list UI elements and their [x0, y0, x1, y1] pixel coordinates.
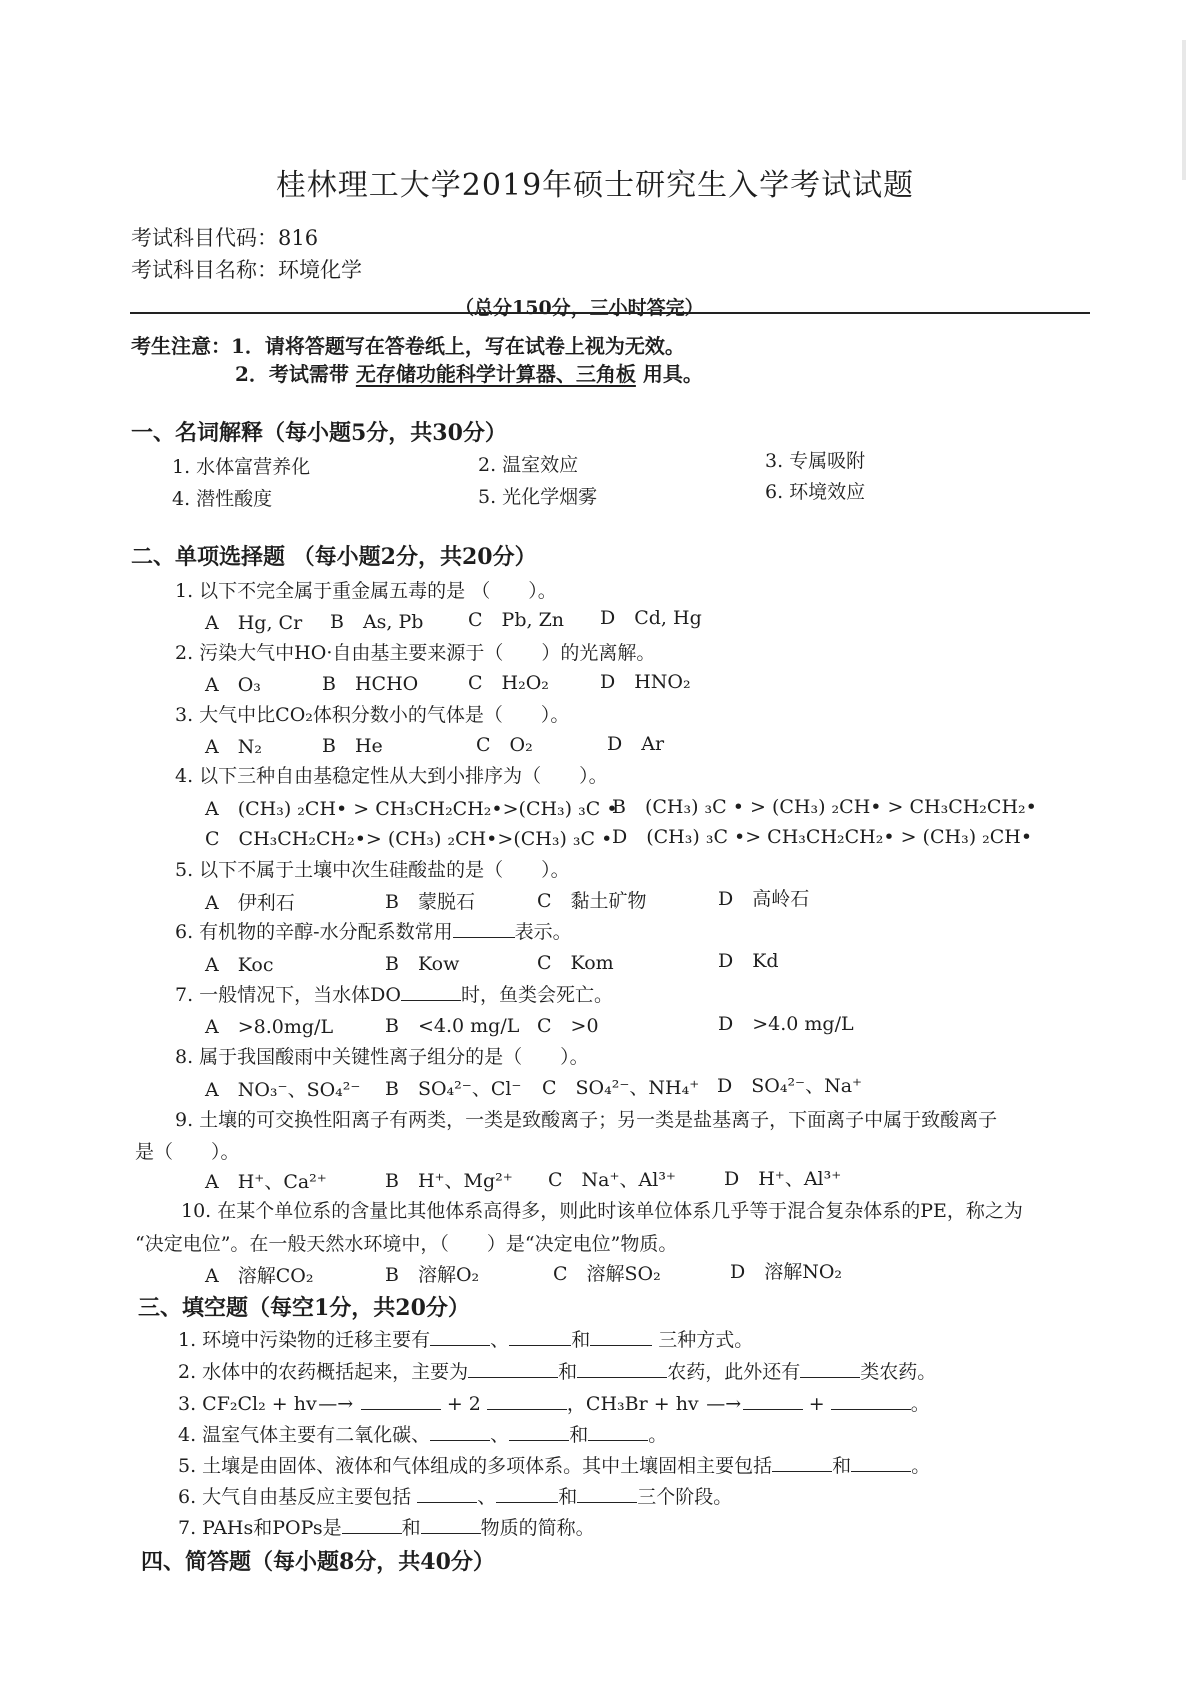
fill-4-blank-1[interactable] [430, 1424, 490, 1441]
fill-7-part3: 物质的简称。 [480, 1517, 595, 1539]
note-2-pre: 2．考试需带 [235, 362, 349, 386]
q7-option-a: A >8.0mg/L [205, 1016, 334, 1038]
q5-text: 5. 以下不属于土壤中次生硅酸盐的是（ ）。 [175, 859, 570, 881]
fill-5-blank-1[interactable] [772, 1455, 832, 1472]
note-label: 考生注意： [131, 334, 231, 358]
fill-7 [178, 1513, 595, 1540]
fill-4-part3: 和 [569, 1424, 589, 1446]
q10-option-d: D 溶解NO₂ [730, 1261, 843, 1283]
fill-6-part4: 三个阶段。 [637, 1486, 733, 1508]
fill-2-part2: 和 [558, 1361, 578, 1383]
section-4-heading: 四、简答题（每小题8分，共40分） [141, 1549, 495, 1575]
fill-1-blank-3[interactable] [590, 1329, 652, 1346]
note-2 [235, 358, 703, 387]
arrow-icon: —→ [318, 1393, 354, 1415]
q6-option-a: A Koc [205, 954, 274, 976]
q3-option-d: D Ar [607, 733, 665, 755]
fill-3-part2: + 2 [446, 1393, 481, 1415]
fill-3-part1: 3. CF₂Cl₂ + hv [178, 1393, 317, 1415]
fill-3-part5: 。 [910, 1393, 930, 1415]
fill-2-part1: 2. 水体中的农药概括起来，主要为 [178, 1361, 469, 1383]
q7-text-pre: 7. 一般情况下，当水体DO [175, 984, 401, 1006]
term-3: 3. 专属吸附 [765, 450, 866, 472]
q7-blank[interactable] [401, 984, 461, 1001]
q6-text-pre: 6. 有机物的辛醇-水分配系数常用 [175, 921, 453, 943]
q3-option-c: C O₂ [476, 734, 533, 756]
q8-option-b: B SO₄²⁻、Cl⁻ [385, 1078, 522, 1100]
q1-option-b: B As, Pb [330, 611, 424, 633]
fill-5-part1: 5. 土壤是由固体、液体和气体组成的多项体系。其中土壤固相主要包括 [178, 1455, 773, 1477]
q6-blank[interactable] [453, 921, 515, 938]
fill-3 [178, 1389, 930, 1416]
q2-option-d: D HNO₂ [600, 671, 691, 693]
subject-name-label: 考试科目名称： [131, 258, 278, 282]
fill-3-part4: + [808, 1393, 825, 1415]
fill-6-part1: 6. 大气自由基反应主要包括 [178, 1486, 412, 1508]
q2-option-c: C H₂O₂ [468, 672, 549, 694]
term-4: 4. 潜性酸度 [172, 488, 273, 510]
note-2-tools: 无存储功能科学计算器、三角板 [355, 362, 636, 386]
exam-title: 桂林理工大学2019年硕士研究生入学考试试题 [275, 168, 915, 203]
q10-option-a: A 溶解CO₂ [205, 1265, 314, 1287]
section-3-heading: 三、填空题（每空1分，共20分） [138, 1295, 470, 1321]
arrow-icon: —→ [706, 1393, 742, 1415]
q5-option-b: B 蒙脱石 [385, 891, 475, 913]
term-6: 6. 环境效应 [765, 481, 866, 503]
fill-5 [178, 1451, 930, 1478]
fill-3-blank-2[interactable] [487, 1393, 567, 1410]
fill-5-part3: 。 [911, 1455, 931, 1477]
fill-2-blank-1[interactable] [468, 1361, 558, 1378]
q4-option-d: D (CH₃) ₃C •> CH₃CH₂CH₂• > (CH₃) ₂CH• [612, 826, 1033, 848]
fill-6-part2: 、 [477, 1486, 497, 1508]
fill-4-part4: 。 [648, 1424, 668, 1446]
q6-option-c: C Kom [537, 952, 614, 974]
q9-option-a: A H⁺、Ca²⁺ [205, 1171, 327, 1193]
q2-text: 2. 污染大气中HO·自由基主要来源于（ ）的光离解。 [175, 642, 656, 664]
fill-3-blank-1[interactable] [361, 1393, 441, 1410]
q6-option-b: B Kow [385, 953, 460, 975]
fill-7-part2: 和 [401, 1517, 421, 1539]
subject-name-value: 环境化学 [278, 258, 362, 282]
note-1 [131, 330, 685, 359]
fill-6-blank-3[interactable] [577, 1486, 637, 1503]
q8-option-d: D SO₄²⁻、Na⁺ [717, 1075, 863, 1097]
fill-4-blank-2[interactable] [509, 1424, 569, 1441]
fill-1-blank-1[interactable] [430, 1329, 490, 1346]
q4-option-b: B (CH₃) ₃C • > (CH₃) ₂CH• > CH₃CH₂CH₂• [612, 796, 1037, 818]
fill-6-blank-2[interactable] [496, 1486, 558, 1503]
q8-option-c: C SO₄²⁻、NH₄⁺ [542, 1077, 700, 1099]
total-score: （总分150分，三小时答完） [455, 297, 704, 319]
term-5: 5. 光化学烟雾 [478, 486, 598, 508]
q8-option-a: A NO₃⁻、SO₄²⁻ [205, 1079, 361, 1101]
fill-5-blank-2[interactable] [851, 1455, 911, 1472]
subject-code-value: 816 [278, 226, 319, 250]
fill-4-part2: 、 [490, 1424, 510, 1446]
fill-1 [178, 1325, 753, 1352]
fill-1-blank-2[interactable] [509, 1329, 571, 1346]
q10-text: 10. 在某个单位系的含量比其他体系高得多，则此时该单位体系几乎等于混合复杂体系的PE，称之为 [181, 1200, 1023, 1222]
q4-option-a: A (CH₃) ₂CH• > CH₃CH₂CH₂•>(CH₃) ₃C • [205, 798, 618, 820]
q1-text: 1. 以下不完全属于重金属五毒的是 （ ）。 [175, 580, 557, 602]
q9-option-b: B H⁺、Mg²⁺ [385, 1170, 513, 1192]
q10-option-c: C 溶解SO₂ [553, 1263, 661, 1285]
q7-text-post: 时，鱼类会死亡。 [460, 984, 613, 1006]
q6-text-post: 表示。 [514, 921, 572, 943]
fill-3-blank-4[interactable] [831, 1393, 911, 1410]
q3-option-a: A N₂ [205, 736, 262, 758]
subject-code [131, 222, 318, 252]
q1-option-a: A Hg, Cr [205, 612, 303, 634]
q7-option-b: B <4.0 mg/L [385, 1015, 520, 1037]
q10-text-cont: “决定电位”。在一般天然水环境中，（ ）是“决定电位”物质。 [135, 1233, 678, 1255]
q9-option-d: D H⁺、Al³⁺ [724, 1168, 842, 1190]
q2-option-a: A O₃ [205, 674, 261, 696]
note-2-post: 用具。 [642, 362, 703, 386]
fill-2-part3: 农药，此外还有 [667, 1361, 801, 1383]
fill-3-part3: ，CH₃Br + hv [566, 1393, 699, 1415]
fill-6-part3: 和 [558, 1486, 578, 1508]
q5-option-a: A 伊利石 [205, 892, 295, 914]
fill-4 [178, 1420, 667, 1447]
fill-2-part4: 类农药。 [860, 1361, 937, 1383]
q1-option-d: D Cd, Hg [600, 607, 702, 629]
fill-6 [178, 1482, 732, 1509]
q10-option-b: B 溶解O₂ [385, 1264, 480, 1286]
section-2-heading: 二、单项选择题 （每小题2分，共20分） [131, 544, 537, 570]
fill-1-part2: 、 [490, 1329, 510, 1351]
term-2: 2. 温室效应 [478, 454, 579, 476]
fill-7-blank-2[interactable] [421, 1517, 481, 1534]
fill-1-part3: 和 [571, 1329, 591, 1351]
q3-text: 3. 大气中比CO₂体积分数小的气体是（ ）。 [175, 704, 570, 726]
term-1: 1. 水体富营养化 [172, 456, 311, 478]
section-1-heading: 一、名词解释（每小题5分，共30分） [131, 420, 507, 446]
fill-1-part1: 1. 环境中污染物的迁移主要有 [178, 1329, 431, 1351]
fill-7-blank-1[interactable] [342, 1517, 402, 1534]
fill-6-blank-1[interactable] [417, 1486, 477, 1503]
q7-option-c: C >0 [537, 1015, 599, 1037]
fill-3-blank-3[interactable] [743, 1393, 803, 1410]
fill-4-part1: 4. 温室气体主要有二氧化碳、 [178, 1424, 431, 1446]
fill-2-blank-3[interactable] [800, 1361, 860, 1378]
q4-text: 4. 以下三种自由基稳定性从大到小排序为（ ）。 [175, 765, 608, 787]
q4-option-c: C CH₃CH₂CH₂•> (CH₃) ₂CH•>(CH₃) ₃C • [205, 828, 613, 850]
subject-code-label: 考试科目代码： [131, 226, 278, 250]
note-1-text: 1．请将答题写在答卷纸上，写在试卷上视为无效。 [231, 334, 685, 358]
fill-2 [178, 1357, 936, 1384]
q9-option-c: C Na⁺、Al³⁺ [548, 1169, 676, 1191]
q6-option-d: D Kd [718, 950, 779, 972]
fill-7-part1: 7. PAHs和POPs是 [178, 1517, 342, 1539]
fill-4-blank-3[interactable] [588, 1424, 648, 1441]
q1-option-c: C Pb, Zn [468, 609, 565, 631]
q8-text: 8. 属于我国酸雨中关键性离子组分的是（ ）。 [175, 1046, 589, 1068]
q2-option-b: B HCHO [322, 673, 419, 695]
q7-text [175, 980, 613, 1007]
q7-option-d: D >4.0 mg/L [718, 1013, 854, 1035]
fill-1-part4: 三种方式。 [658, 1329, 754, 1351]
q9-text: 9. 土壤的可交换性阳离子有两类，一类是致酸离子；另一类是盐基离子，下面离子中属于致酸离子 [175, 1109, 998, 1131]
q9-text-cont: 是（ ）。 [135, 1141, 240, 1163]
q6-text [175, 917, 572, 944]
fill-2-blank-2[interactable] [577, 1361, 667, 1378]
scan-artifact [1182, 40, 1186, 180]
subject-name [131, 254, 362, 284]
q5-option-c: C 黏土矿物 [537, 890, 647, 912]
fill-5-part2: 和 [832, 1455, 852, 1477]
header-rule [130, 312, 1090, 314]
q3-option-b: B He [322, 735, 383, 757]
q5-option-d: D 高岭石 [718, 888, 810, 910]
